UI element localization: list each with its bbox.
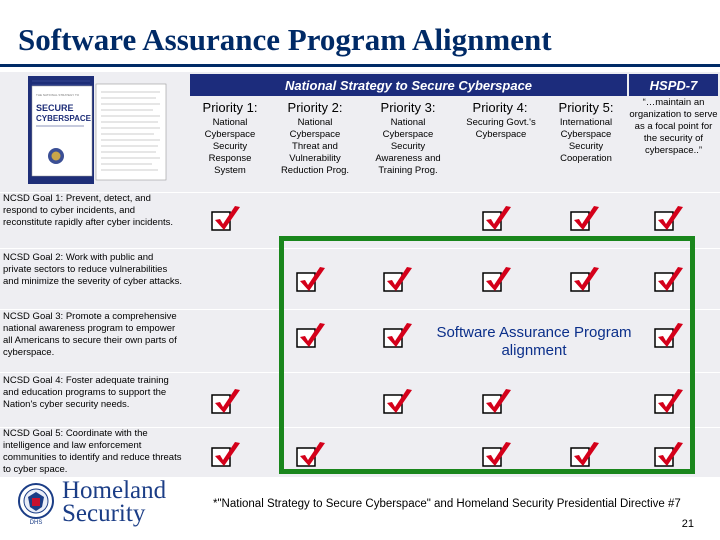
check-mark-icon xyxy=(654,205,684,231)
alignment-label: Software Assurance Program alignment xyxy=(436,324,632,359)
check-mark-icon xyxy=(211,388,241,414)
slide-title: Software Assurance Program Alignment xyxy=(18,22,552,57)
hspd-banner: HSPD-7 xyxy=(629,74,718,96)
page-number: 21 xyxy=(681,518,694,530)
priority-2-title: Priority 2: xyxy=(287,100,343,115)
goal-3-label: NCSD Goal 3: Promote a comprehensive national awareness program to empower all Americans to secure their own parts of cyberspace. xyxy=(3,311,177,358)
goal-2-label: NCSD Goal 2: Work with public and private sectors to reduce vulnerabilities and minimize the severity of cyber attacks. xyxy=(3,252,182,287)
priority-2-description: National Cyberspace Threat and Vulnerability Reduction Prog. xyxy=(280,117,350,176)
logo-homeland: Homeland xyxy=(62,477,167,504)
svg-text:DHS: DHS xyxy=(29,520,43,526)
priority-5-title: Priority 5: xyxy=(558,100,614,115)
dhs-seal-icon xyxy=(18,481,54,527)
priority-3-title: Priority 3: xyxy=(380,100,436,115)
goal-1-label: NCSD Goal 1: Prevent, detect, and respond to cyber incidents, and reconstitute rapidly after cyber incidents. xyxy=(3,193,174,228)
goal-5-label: NCSD Goal 5: Coordinate with the intelligence and law enforcement communities to identify and reduce threats to cyber space. xyxy=(3,428,182,475)
nscs-banner: National Strategy to Secure Cyberspace xyxy=(190,74,627,96)
priority-1-description: National Cyberspace Security Response System xyxy=(204,117,256,176)
priority-1-title: Priority 1: xyxy=(202,100,258,115)
goal-4-label: NCSD Goal 4: Foster adequate training and education programs to support the Nation's cyber security needs. xyxy=(3,375,169,410)
cover-title-line2: CYBERSPACE xyxy=(36,114,91,123)
check-mark-icon xyxy=(482,205,512,231)
footnote: *"National Strategy to Secure Cyberspace" and Homeland Security Presidential Directive #7 xyxy=(213,498,681,510)
priority-5-description: International Cyberspace Security Cooperation xyxy=(559,117,613,164)
svg-text:THE NATIONAL STRATEGY TO: THE NATIONAL STRATEGY TO xyxy=(36,93,80,97)
priority-4-title: Priority 4: xyxy=(472,100,528,115)
check-mark-icon xyxy=(211,205,241,231)
document-cover-icon xyxy=(28,76,171,184)
check-mark-icon xyxy=(211,441,241,467)
logo-security: Security xyxy=(62,500,146,527)
check-mark-icon xyxy=(570,205,600,231)
priority-4-description: Securing Govt.'s Cyberspace xyxy=(466,117,536,140)
cover-title-line1: SECURE xyxy=(36,103,74,113)
title-rule xyxy=(0,64,720,67)
hspd-quote: “…maintain an organization to serve as a focal point for the security of cyberspace..” xyxy=(629,97,718,156)
priority-3-description: National Cyberspace Security Awareness and Training Prog. xyxy=(375,117,441,176)
